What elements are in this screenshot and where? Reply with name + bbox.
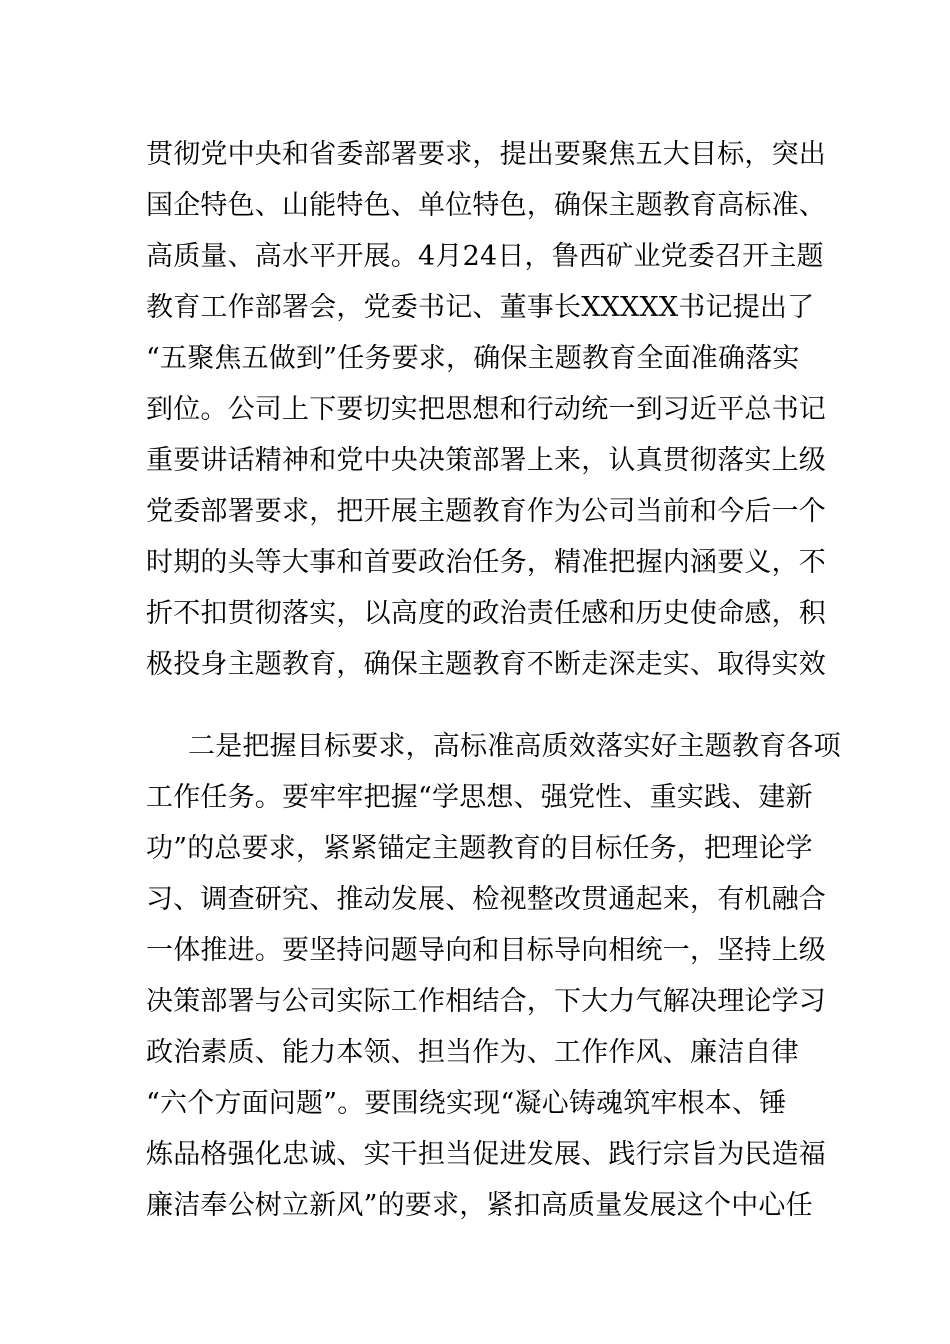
paragraph-1-line-5: “五聚焦五做到”任务要求，确保主题教育全面准确落实 [146,343,800,374]
paragraph-1-line-3: 高质量、高水平开展。4月24日，鲁西矿业党委召开主题 [146,241,824,272]
paragraph-2-line-3: 功”的总要求，紧紧锚定主题教育的目标任务，把理论学 [146,833,813,864]
paragraph-1-line-10: 折不扣贯彻落实，以高度的政治责任感和历史使命感，积 [146,598,826,629]
paragraph-2-line-1: 二是把握目标要求，高标准高质效落实好主题教育各项 [188,731,841,762]
paragraph-1-line-4: 教育工作部署会，党委书记、董事长XXXXX书记提出了 [146,292,815,323]
paragraph-2-line-5: 一体推进。要坚持问题导向和目标导向相统一，坚持上级 [146,935,826,966]
paragraph-2-line-8: “六个方面问题”。要围绕实现“凝心铸魂筑牢根本、锤 [146,1088,787,1119]
paragraph-2-line-2: 工作任务。要牢牢把握“学思想、强党性、重实践、建新 [146,782,813,813]
paragraph-2-line-6: 决策部署与公司实际工作相结合，下大力气解决理论学习 [146,986,826,1017]
paragraph-1-line-8: 党委部署要求，把开展主题教育作为公司当前和今后一个 [146,496,826,527]
paragraph-2-line-9: 炼品格强化忠诚、实干担当促进发展、践行宗旨为民造福 [146,1139,826,1170]
paragraph-1-line-11: 极投身主题教育，确保主题教育不断走深走实、取得实效 [146,649,826,680]
paragraph-1-line-1: 贯彻党中央和省委部署要求，提出要聚焦五大目标，突出 [146,139,826,170]
paragraph-1-line-2: 国企特色、山能特色、单位特色，确保主题教育高标准、 [146,190,826,221]
paragraph-2-line-7: 政治素质、能力本领、担当作为、工作作风、廉洁自律 [146,1037,799,1068]
paragraph-2-line-10: 廉洁奉公树立新风”的要求，紧扣高质量发展这个中心任 [146,1190,813,1221]
paragraph-2-line-4: 习、调查研究、推动发展、检视整改贯通起来，有机融合 [146,884,826,915]
paragraph-1-line-6: 到位。公司上下要切实把思想和行动统一到习近平总书记 [146,394,826,425]
paragraph-1-line-7: 重要讲话精神和党中央决策部署上来，认真贯彻落实上级 [146,445,826,476]
paragraph-1-line-9: 时期的头等大事和首要政治任务，精准把握内涵要义，不 [146,547,826,578]
